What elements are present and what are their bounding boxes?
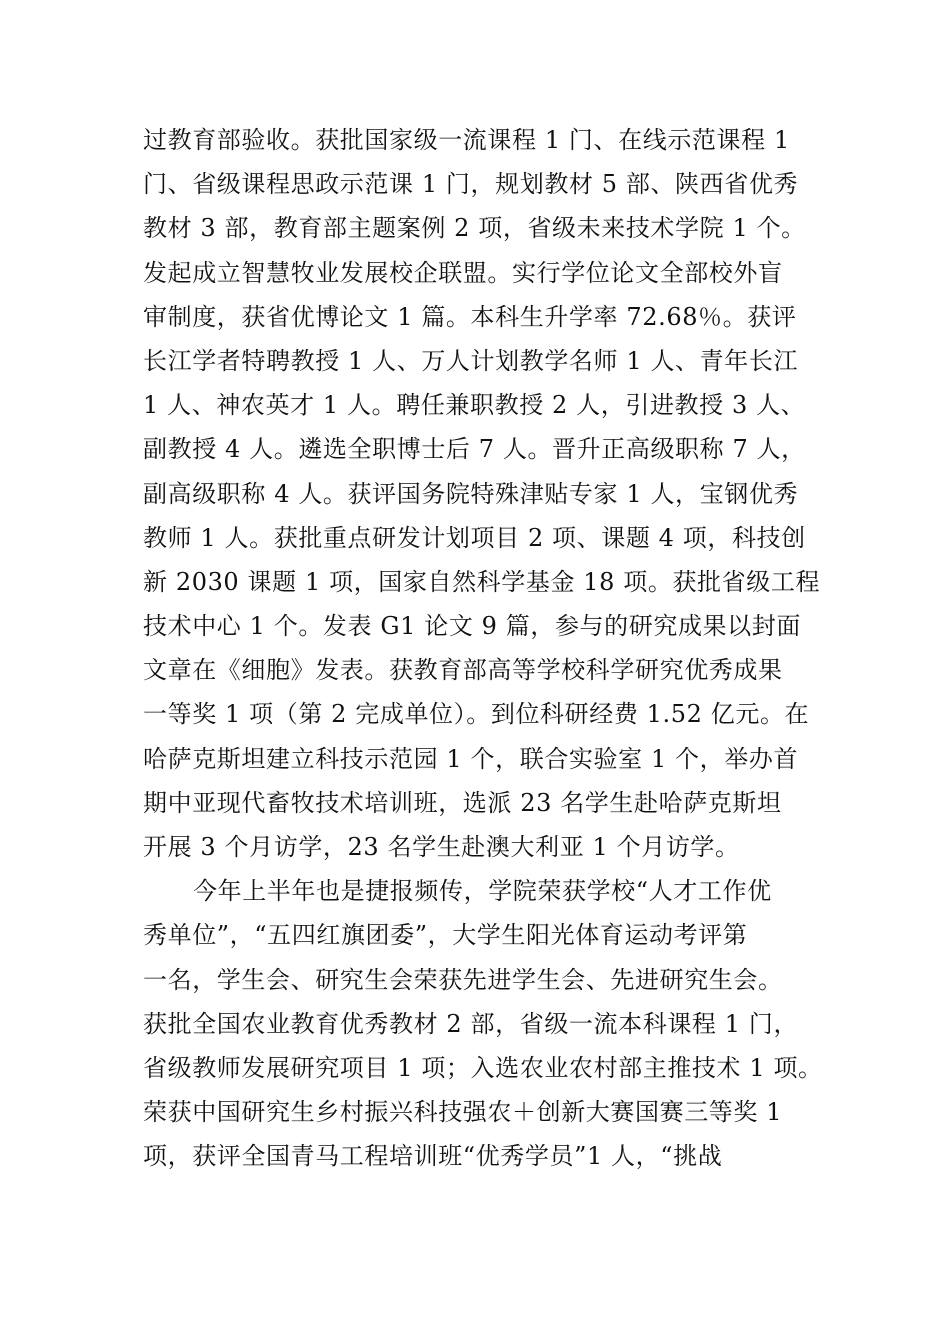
paragraph-line: 门、省级课程思政示范课 1 门，规划教材 5 部、陕西省优秀	[143, 170, 799, 199]
paragraph-line: 审制度，获省优博论文 1 篇。本科生升学率 72.68％。获评	[143, 302, 797, 331]
paragraph-line: 省级教师发展研究项目 1 项；入选农业农村部主推技术 1 项。	[143, 1053, 823, 1082]
paragraph-line: 今年上半年也是捷报频传，学院荣获学校“人才工作优	[193, 877, 772, 906]
paragraph-line: 过教育部验收。获批国家级一流课程 1 门、在线示范课程 1	[143, 126, 790, 154]
paragraph-line: 教材 3 部，教育部主题案例 2 项，省级未来技术学院 1 个。	[143, 214, 806, 243]
body-text	[143, 118, 823, 1179]
paragraph-2	[143, 869, 823, 1178]
paragraph-line: 一等奖 1 项（第 2 完成单位）。到位科研经费 1.52 亿元。在	[143, 700, 810, 729]
paragraph-line: 教师 1 人。获批重点研发计划项目 2 项、课题 4 项，科技创	[143, 523, 806, 552]
paragraph-line: 获批全国农业教育优秀教材 2 部，省级一流本科课程 1 门，	[143, 1009, 799, 1038]
paragraph-line: 发起成立智慧牧业发展校企联盟。实行学位论文全部校外盲	[143, 258, 783, 287]
paragraph-line: 开展 3 个月访学，23 名学生赴澳大利亚 1 个月访学。	[143, 833, 740, 861]
paragraph-line: 副高级职称 4 人。获评国务院特殊津贴专家 1 人，宝钢优秀	[143, 479, 799, 508]
paragraph-line: 1 人、神农英才 1 人。聘任兼职教授 2 人，引进教授 3 人、	[143, 391, 806, 420]
paragraph-line: 哈萨克斯坦建立科技示范园 1 个，联合实验室 1 个，举办首	[143, 744, 799, 773]
paragraph-line: 新 2030 课题 1 项，国家自然科学基金 18 项。获批省级工程	[143, 567, 821, 596]
paragraph-line: 期中亚现代畜牧技术培训班，选派 23 名学生赴哈萨克斯坦	[143, 788, 782, 817]
paragraph-line: 秀单位”，“五四红旗团委”，大学生阳光体育运动考评第	[143, 921, 748, 950]
paragraph-line: 荣获中国研究生乡村振兴科技强农＋创新大赛国赛三等奖 1	[143, 1098, 783, 1127]
paragraph-line: 文章在《细胞》发表。获教育部高等学校科学研究优秀成果	[143, 656, 783, 685]
paragraph-line: 一名，学生会、研究生会荣获先进学生会、先进研究生会。	[143, 965, 783, 994]
paragraph-line: 长江学者特聘教授 1 人、万人计划教学名师 1 人、青年长江	[143, 346, 799, 375]
paragraph-1	[143, 118, 821, 869]
paragraph-line: 项，获评全国青马工程培训班“优秀学员”1 人，“挑战	[143, 1142, 723, 1171]
paragraph-line: 技术中心 1 个。发表 G1 论文 9 篇，参与的研究成果以封面	[143, 612, 801, 641]
paragraph-line: 副教授 4 人。遴选全职博士后 7 人。晋升正高级职称 7 人，	[143, 435, 806, 464]
